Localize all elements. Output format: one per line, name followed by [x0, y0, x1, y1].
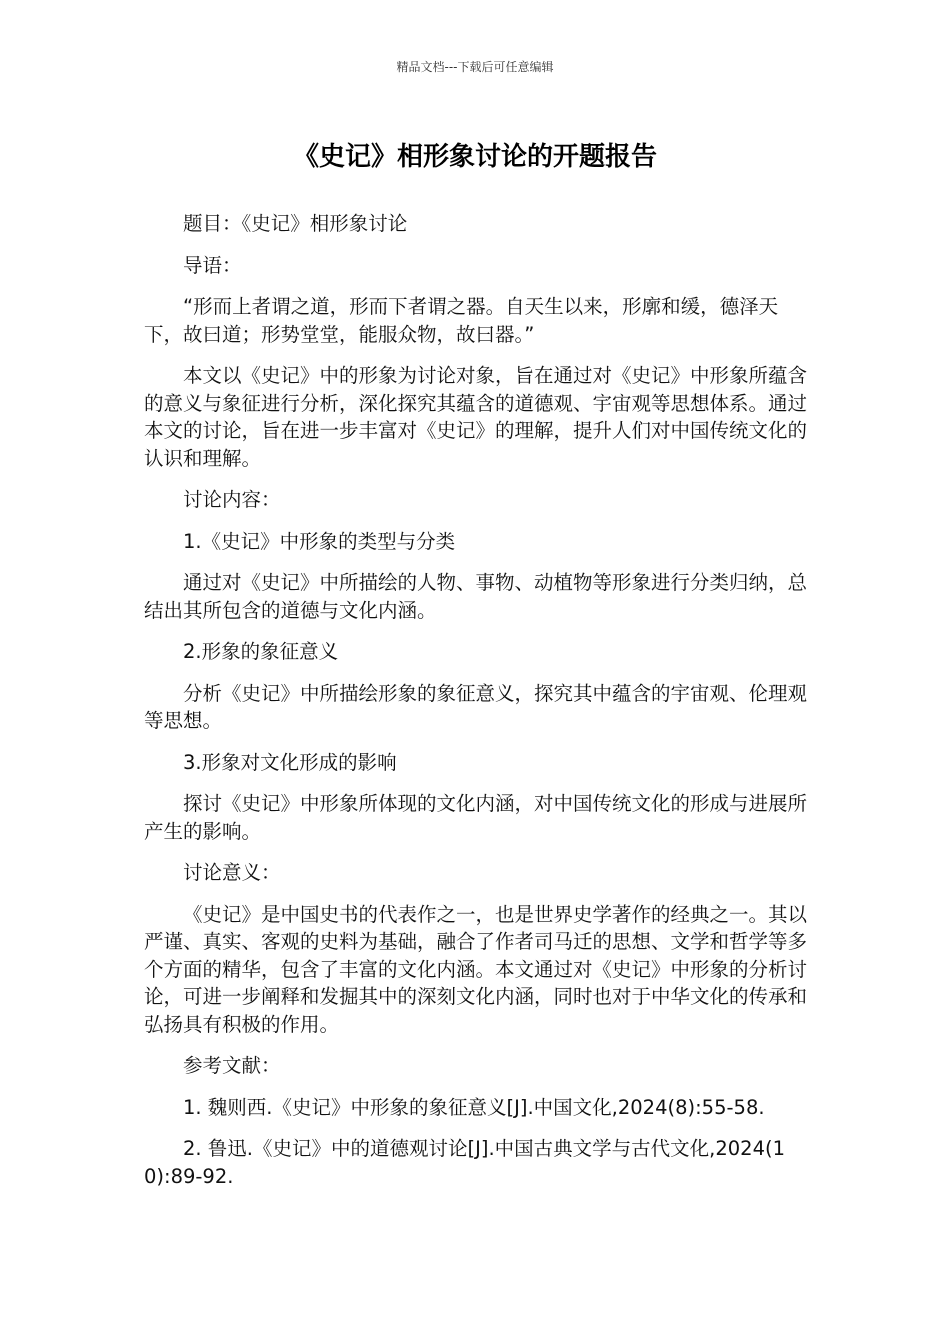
paragraph-intro-heading: 导语：	[183, 253, 242, 277]
paragraph-topic: 题目：《史记》相形象讨论	[183, 212, 408, 235]
header-note: 精品文档---下载后可任意编辑	[396, 60, 554, 74]
paragraph-item-1-heading: 1.《史记》中形象的类型与分类	[183, 529, 456, 553]
document-title: 《史记》相形象讨论的开题报告	[292, 142, 657, 172]
paragraph-significance-heading: 讨论意义：	[183, 861, 281, 884]
paragraph-item-2-heading: 2.形象的象征意义	[183, 640, 339, 663]
reference-item-2: 2. 鲁迅.《史记》中的道德观讨论[J].中国古典文学与古代文化,2024(10):89-92.	[144, 1137, 786, 1188]
paragraph-significance-body: 《史记》是中国史书的代表作之一，也是世界史学著作的经典之一。其以严谨、真实、客观的史料为基础，融合了作者司马迁的思想、文学和哲学等多个方面的精华，包含了丰富的文化内涵。本文通过对《史记》中形象的分析讨论，可进一步阐释和发掘其中的深刻文化内涵，同时也对于中华文化的传承和弘扬具有积极的作用。	[144, 902, 808, 1036]
paragraph-intro-body: 本文以《史记》中的形象为讨论对象，旨在通过对《史记》中形象所蕴含的意义与象征进行分析，深化探究其蕴含的道德观、宇宙观等思想体系。通过本文的讨论，旨在进一步丰富对《史记》的理解，提升人们对中国传统文化的认识和理解。	[144, 364, 808, 470]
paragraph-references-heading: 参考文献：	[183, 1054, 281, 1077]
reference-item-1: 1. 魏则西.《史记》中形象的象征意义[J].中国文化,2024(8):55-58.	[183, 1095, 765, 1119]
paragraph-item-1-body: 通过对《史记》中所描绘的人物、事物、动植物等形象进行分类归纳，总结出其所包含的道德与文化内涵。	[144, 571, 808, 622]
document-body	[144, 210, 808, 1204]
paragraph-item-3-body: 探讨《史记》中形象所体现的文化内涵，对中国传统文化的形成与进展所产生的影响。	[144, 792, 808, 843]
paragraph-content-heading: 讨论内容：	[183, 488, 281, 511]
paragraph-quote: “形而上者谓之道，形而下者谓之器。自天生以来，形廓和缓，德泽天下，故曰道；形势堂堂，能服众物，故曰器。”	[144, 295, 779, 346]
paragraph-item-2-body: 分析《史记》中所描绘形象的象征意义，探究其中蕴含的宇宙观、伦理观等思想。	[144, 681, 808, 732]
paragraph-item-3-heading: 3.形象对文化形成的影响	[183, 750, 397, 774]
